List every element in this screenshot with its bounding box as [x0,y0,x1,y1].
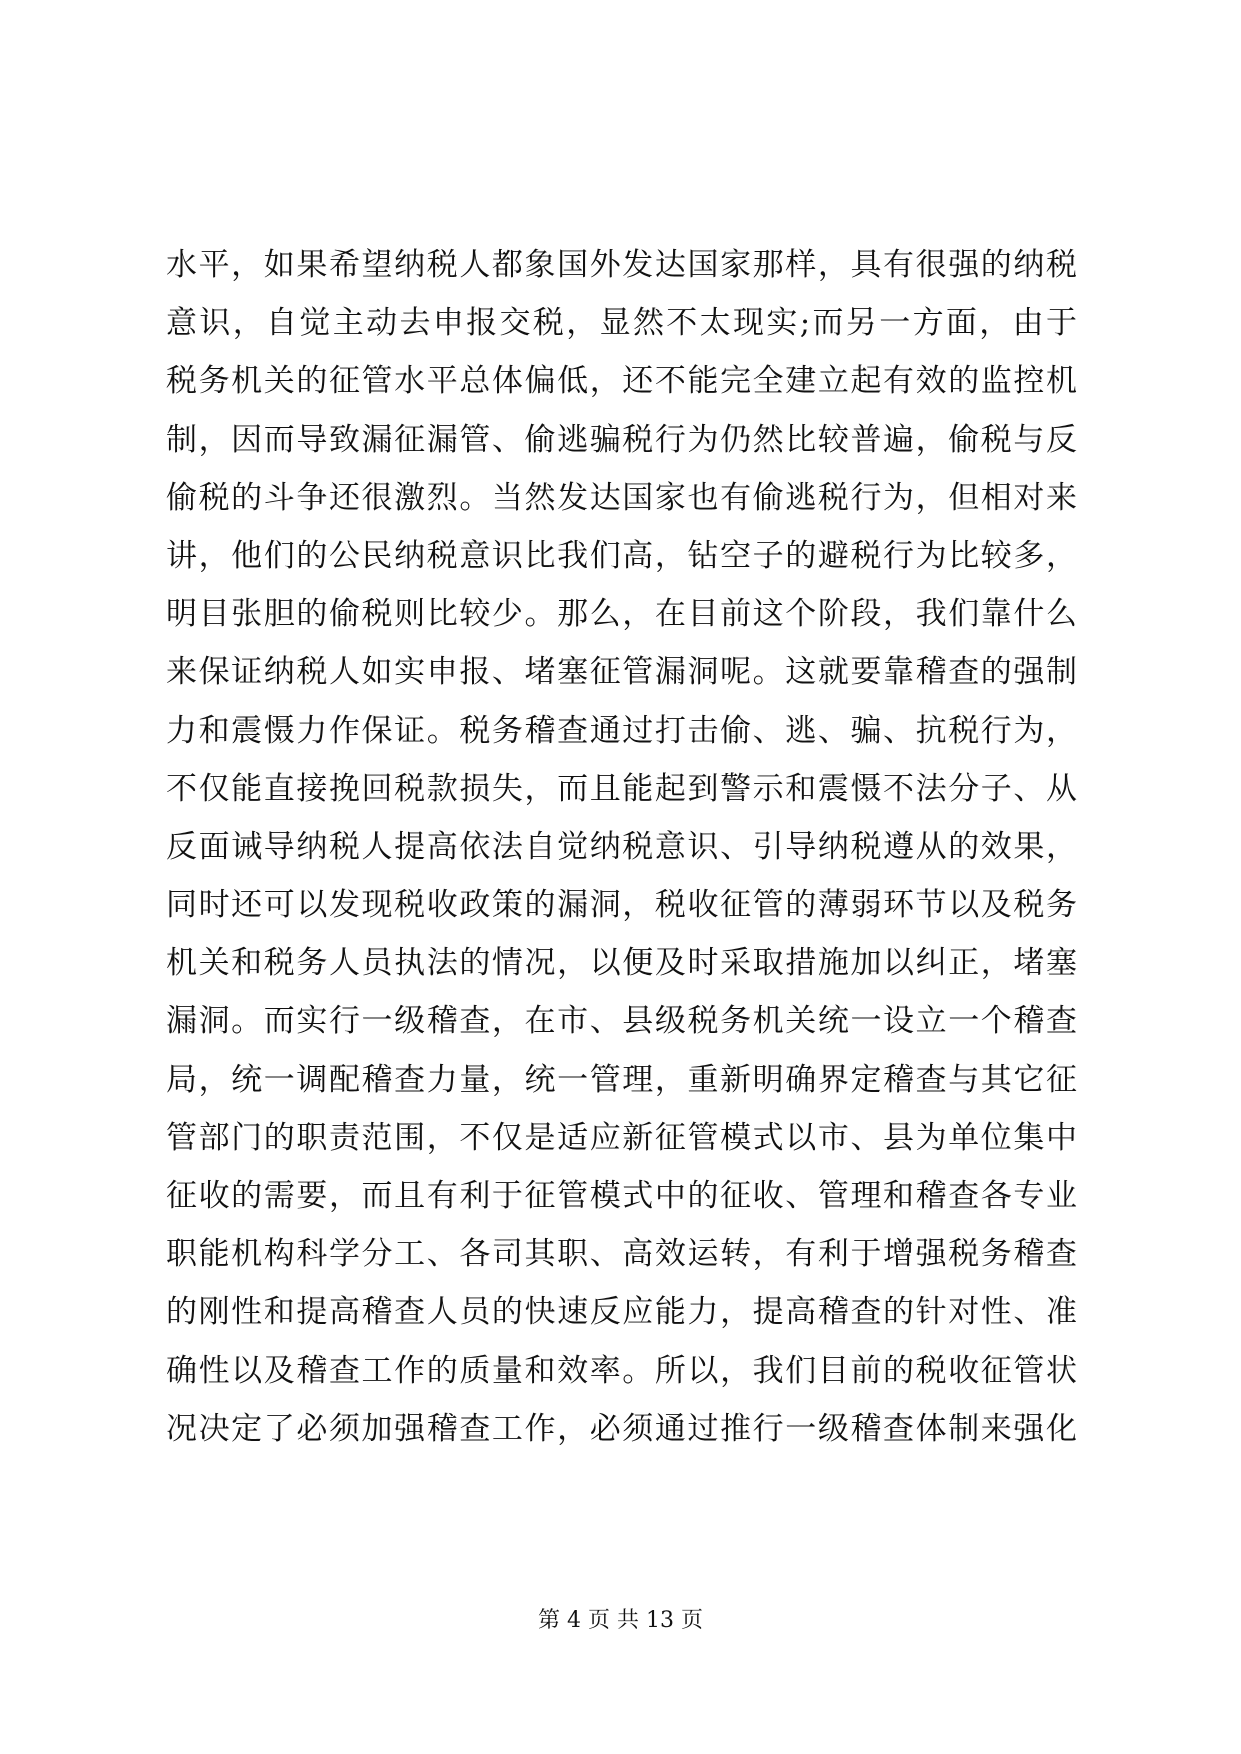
text-line: 况决定了必须加强稽查工作，必须通过推行一级稽查体制来强化 [166,1410,1078,1447]
text-line: 来保证纳税人如实申报、堵塞征管漏洞呢。这就要靠稽查的强制 [166,654,1078,691]
text-line: 税务机关的征管水平总体偏低，还不能完全建立起有效的监控机 [166,363,1078,400]
text-line: 机关和税务人员执法的情况，以便及时采取措施加以纠正，堵塞 [166,945,1078,982]
text-line: 水平，如果希望纳税人都象国外发达国家那样，具有很强的纳税 [166,247,1078,283]
text-line: 讲，他们的公民纳税意识比我们高，钻空子的避税行为比较多， [166,537,1078,574]
text-line: 确性以及稽查工作的质量和效率。所以，我们目前的税收征管状 [166,1352,1078,1389]
text-line: 力和震慑力作保证。税务稽查通过打击偷、逃、骗、抗税行为， [166,712,1078,749]
text-line: 局，统一调配稽查力量，统一管理，重新明确界定稽查与其它征 [166,1061,1078,1098]
text-line: 不仅能直接挽回税款损失，而且能起到警示和震慑不法分子、从 [166,770,1078,807]
text-line: 偷税的斗争还很激烈。当然发达国家也有偷逃税行为，但相对来 [166,479,1078,516]
text-line: 的刚性和提高稽查人员的快速反应能力，提高稽查的针对性、准 [166,1294,1078,1331]
text-line: 制，因而导致漏征漏管、偷逃骗税行为仍然比较普遍，偷税与反 [166,421,1078,458]
body-text [166,236,1078,1458]
page-number-footer: 第 4 页 共 13 页 [538,1608,703,1633]
text-line: 意识，自觉主动去申报交税，显然不太现实;而另一方面，由于 [166,305,1078,342]
text-line: 反面诫导纳税人提高依法自觉纳税意识、引导纳税遵从的效果， [166,828,1078,865]
text-line: 同时还可以发现税收政策的漏洞，税收征管的薄弱环节以及税务 [166,887,1078,924]
text-line: 漏洞。而实行一级稽查，在市、县级税务机关统一设立一个稽查 [166,1003,1078,1040]
text-line: 管部门的职责范围，不仅是适应新征管模式以市、县为单位集中 [166,1119,1078,1156]
text-line: 征收的需要，而且有利于征管模式中的征收、管理和稽查各专业 [166,1178,1078,1214]
text-line: 明目张胆的偷税则比较少。那么，在目前这个阶段，我们靠什么 [166,596,1078,633]
text-line: 职能机构科学分工、各司其职、高效运转，有利于增强税务稽查 [166,1236,1078,1273]
